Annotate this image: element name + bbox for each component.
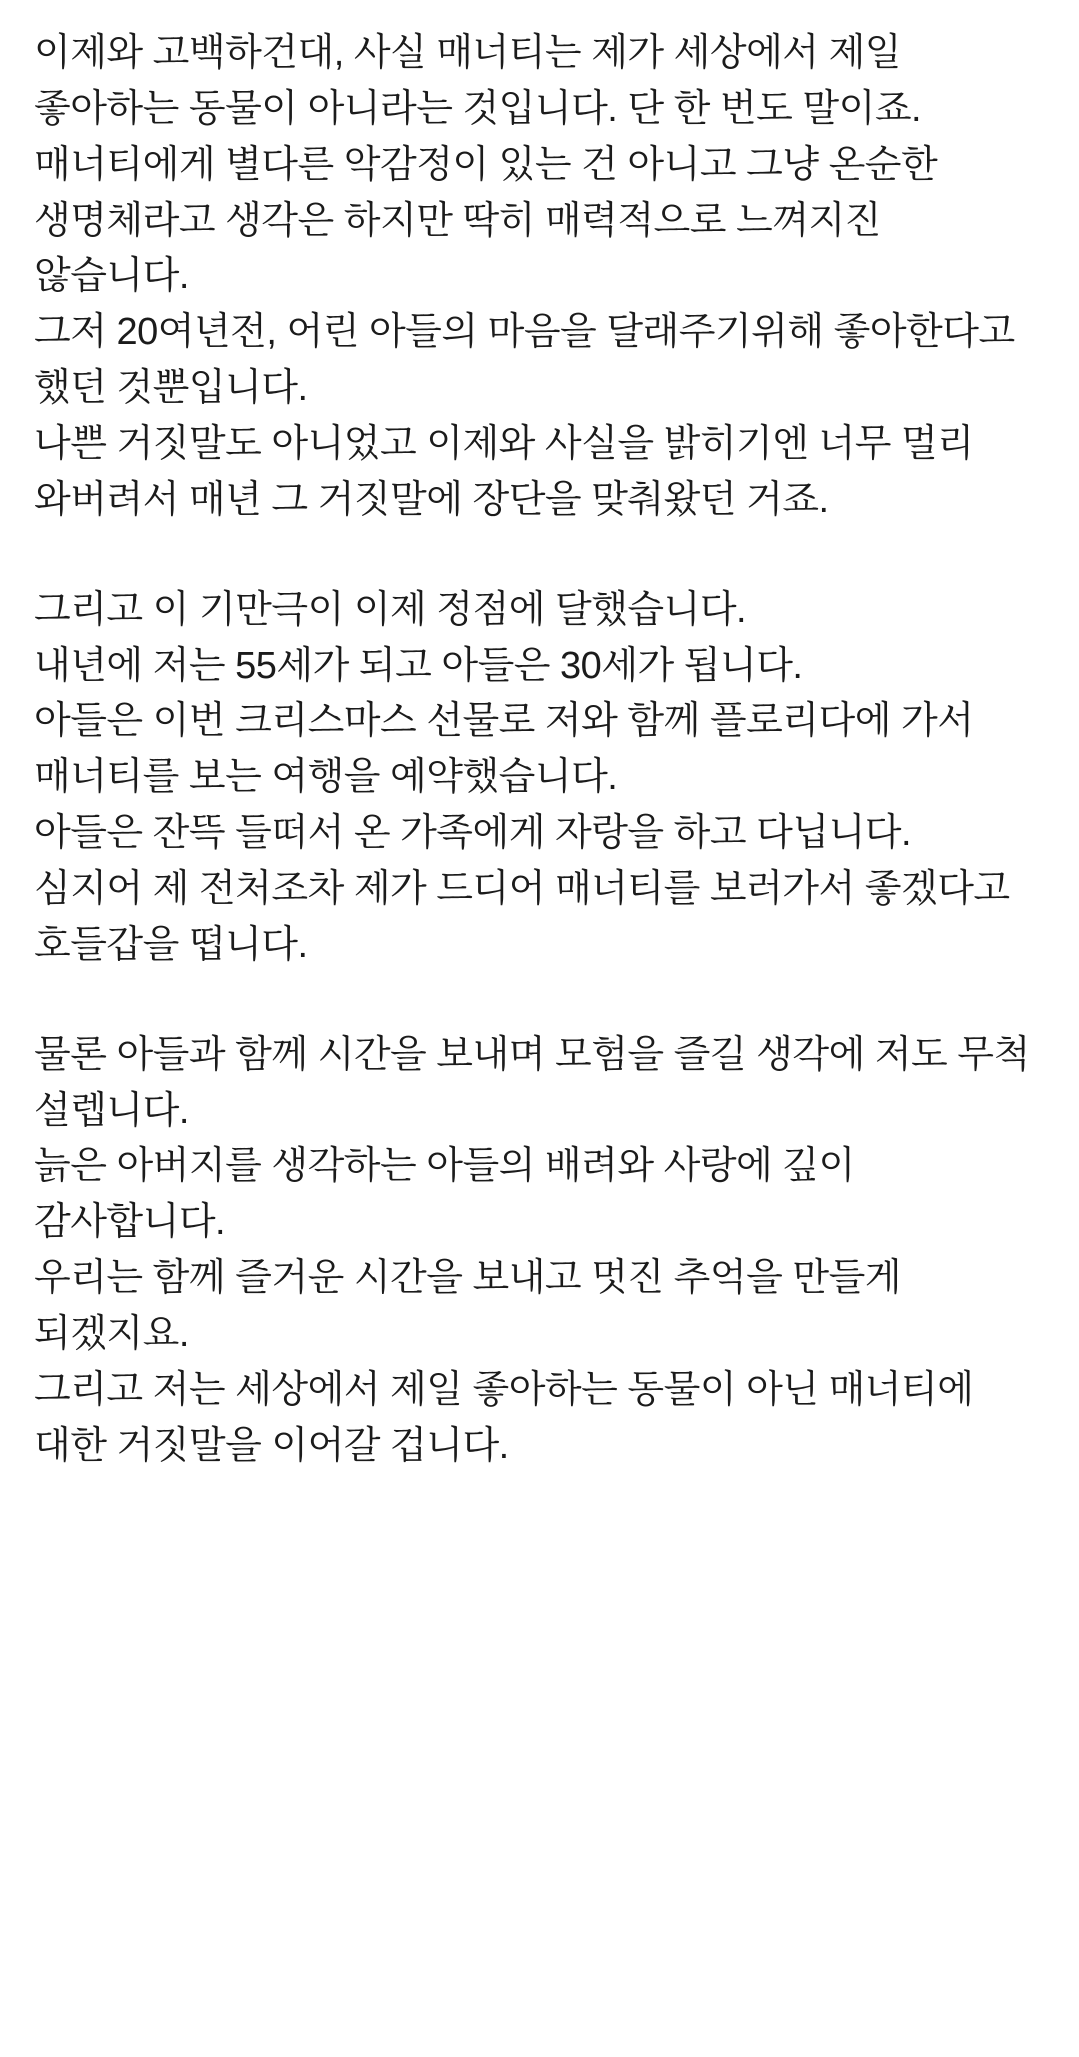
paragraph-5: 그리고 이 기만극이 이제 정점에 달했습니다. xyxy=(34,588,747,631)
paragraph-2: 매너티에게 별다른 악감정이 있는 건 아니고 그냥 온순한 생명체라고 생각은 하지만 딱히 매력적으로 느껴지진 않습니다. xyxy=(34,143,948,298)
paragraph-4: 나쁜 거짓말도 아니었고 이제와 사실을 밝히기엔 너무 멀리 와버려서 매년 그 거짓말에 장단을 맞춰왔던 거죠. xyxy=(34,423,984,521)
paragraph-8: 아들은 잔뜩 들떠서 온 가족에게 자랑을 하고 다닙니다. xyxy=(34,812,912,855)
paragraph-1: 이제와 고백하건대, 사실 매너티는 제가 세상에서 제일 좋아하는 동물이 아니라는 것입니다. 단 한 번도 말이죠. xyxy=(34,32,922,130)
paragraph-3: 그저 20여년전, 어린 아들의 마음을 달래주기위해 좋아한다고 했던 것뿐입니다. xyxy=(34,311,1025,410)
document-body xyxy=(34,26,1045,1475)
paragraph-9: 심지어 제 전처조차 제가 드디어 매너티를 보러가서 좋겠다고 호들갑을 떱니다. xyxy=(34,868,1020,966)
paragraph-11: 늙은 아버지를 생각하는 아들의 배려와 사랑에 깊이 감사합니다. xyxy=(34,1145,865,1244)
paragraph-7: 아들은 이번 크리스마스 선물로 저와 함께 플로리다에 가서 매너티를 보는 여행을 예약했습니다. xyxy=(34,700,984,799)
paragraph-13: 그리고 저는 세상에서 제일 좋아하는 동물이 아닌 매너티에 대한 거짓말을 이어갈 겁니다. xyxy=(34,1368,984,1467)
paragraph-gap-1 xyxy=(34,529,1045,583)
paragraph-6: 내년에 저는 55세가 되고 아들은 30세가 됩니다. xyxy=(34,644,803,687)
paragraph-10: 물론 아들과 함께 시간을 보내며 모험을 즐길 생각에 저도 무척 설렙니다. xyxy=(34,1033,1040,1132)
paragraph-12: 우리는 함께 즐거운 시간을 보내고 멋진 추억을 만들게 되겠지요. xyxy=(34,1257,912,1356)
paragraph-gap-2 xyxy=(34,974,1045,1028)
